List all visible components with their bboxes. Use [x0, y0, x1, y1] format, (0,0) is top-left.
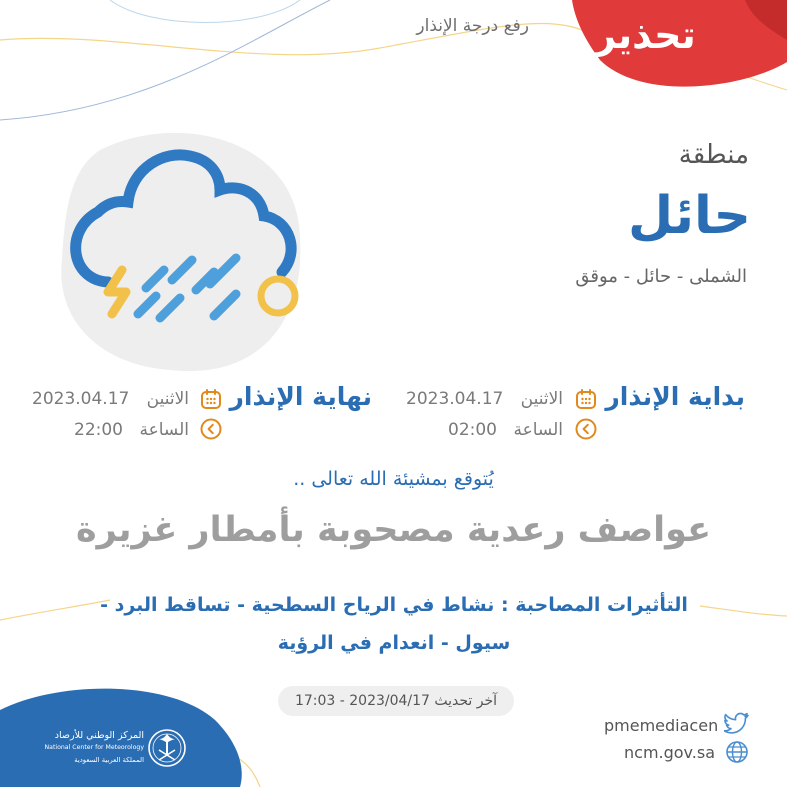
clock-chevron-icon [200, 418, 222, 440]
cloud-thunder-rain-icon [60, 120, 310, 380]
calendar-icon [200, 388, 222, 410]
org-name-ar: المركز الوطني للأرصاد [54, 730, 144, 741]
warning-end-title: نهاية الإنذار [229, 382, 372, 411]
warning-start-day: الاثنين [520, 389, 563, 409]
globe-icon[interactable] [725, 740, 749, 764]
twitter-handle[interactable]: pmemediacen [604, 716, 719, 735]
warning-start-time-label: الساعة [513, 420, 563, 440]
warning-end-time: 22:00 [74, 420, 123, 440]
calendar-icon [575, 388, 597, 410]
warning-start-title: بداية الإنذار [605, 382, 745, 411]
warning-start-time: 02:00 [448, 420, 497, 440]
forecast-effects: التأثيرات المصاحبة : نشاط في الرياح السطحية - تساقط البرد - سيول - انعدام في الرؤية [100, 594, 688, 654]
clock-chevron-icon [575, 418, 597, 440]
forecast-intro: يُتوقع بمشيئة الله تعالى .. [293, 468, 494, 490]
region-name: حائل [628, 186, 751, 246]
region-subareas: الشملى - حائل - موقق [575, 266, 747, 287]
warning-start-date: 2023.04.17 [406, 389, 504, 409]
last-update-badge: آخر تحديث 2023/04/17 - 17:03 [278, 686, 514, 716]
website-link[interactable]: ncm.gov.sa [624, 743, 716, 762]
warning-end-date: 2023.04.17 [32, 389, 130, 409]
ncm-emblem-icon [147, 726, 187, 770]
org-country-ar: المملكة العربية السعودية [74, 756, 144, 764]
warning-title: تحذير [594, 13, 696, 57]
warning-end-time-label: الساعة [139, 420, 189, 440]
forecast-headline: عواصف رعدية مصحوبة بأمطار غزيرة [75, 510, 712, 550]
warning-end-day: الاثنين [146, 389, 189, 409]
org-name-en: National Center for Meteorology [44, 744, 144, 751]
twitter-icon[interactable] [724, 712, 750, 734]
region-label: منطقة [678, 140, 749, 170]
raise-level-label: رفع درجة الإنذار [416, 16, 529, 36]
